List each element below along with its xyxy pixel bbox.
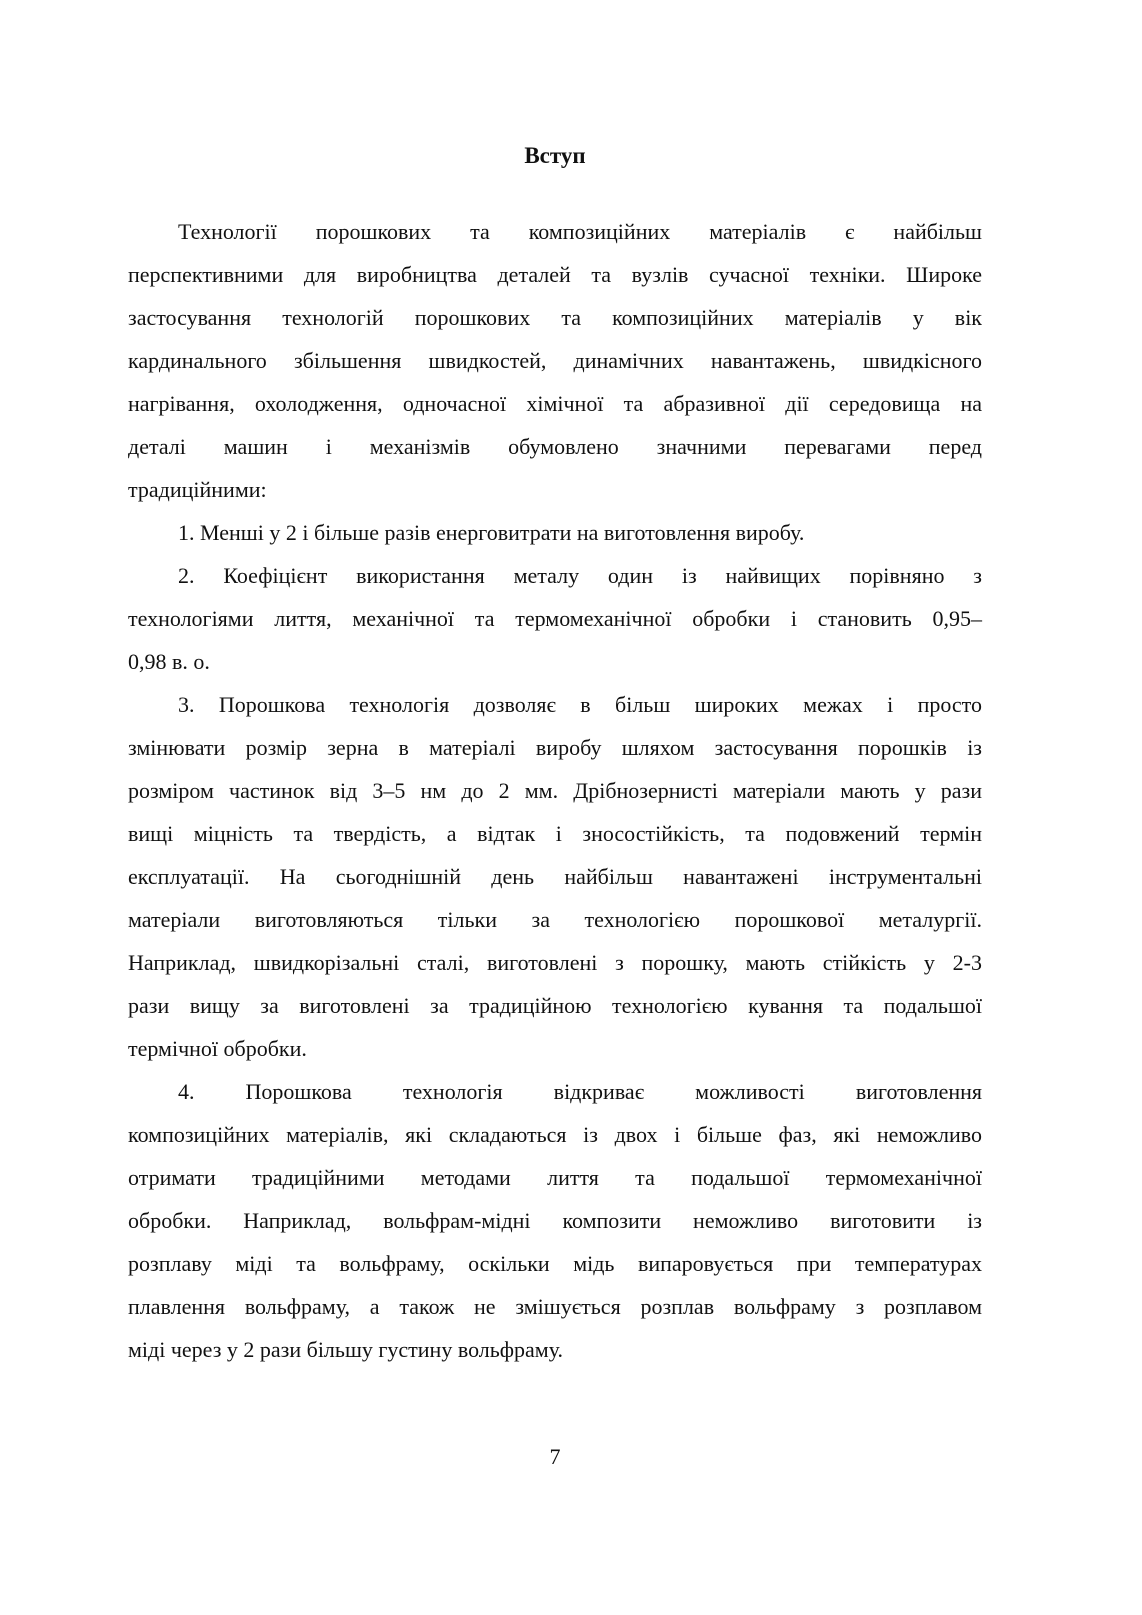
text-line: традиційними: <box>128 477 267 502</box>
text-line: отримати традиційними методами лиття та подальшої термомеханічної <box>128 1165 982 1190</box>
text-line: 4. Порошкова технологія відкриває можливості виготовлення <box>178 1079 982 1104</box>
text-line: перспективними для виробництва деталей та вузлів сучасної техніки. Широке <box>128 262 982 287</box>
document-body <box>128 214 982 1375</box>
text-line: розміром частинок від 3–5 нм до 2 мм. Дрібнозернисті матеріали мають у рази <box>128 778 982 803</box>
text-line: термічної обробки. <box>128 1036 307 1061</box>
text-line: 2. Коефіцієнт використання металу один із найвищих порівняно з <box>178 563 982 588</box>
text-line: експлуатації. На сьогоднішній день найбільш навантажені інструментальні <box>128 864 982 889</box>
text-line: Наприклад, швидкорізальні сталі, виготовлені з порошку, мають стійкість у 2-3 <box>128 950 982 975</box>
text-line: міді через у 2 рази більшу густину вольфраму. <box>128 1337 564 1362</box>
text-line: матеріали виготовляються тільки за технологією порошкової металургії. <box>128 907 982 932</box>
page-title: Вступ <box>524 143 586 168</box>
text-line: деталі машин і механізмів обумовлено значними перевагами перед <box>128 434 982 459</box>
text-line: 1. Менші у 2 і більше разів енерговитрати на виготовлення виробу. <box>178 520 805 545</box>
text-line: застосування технологій порошкових та композиційних матеріалів у вік <box>128 305 982 330</box>
page-number: 7 <box>549 1444 561 1469</box>
text-line: розплаву міді та вольфраму, оскільки мідь випаровується при температурах <box>128 1251 982 1276</box>
text-line: рази вищу за виготовлені за традиційною технологією кування та подальшої <box>128 993 982 1018</box>
text-line: плавлення вольфраму, а також не змішується розплав вольфраму з розплавом <box>128 1294 982 1319</box>
paragraph <box>128 214 982 515</box>
paragraph <box>128 558 982 687</box>
text-line: Технології порошкових та композиційних матеріалів є найбільш <box>178 219 982 244</box>
text-line: композиційних матеріалів, які складаються із двох і більше фаз, які неможливо <box>128 1122 982 1147</box>
text-line: 3. Порошкова технологія дозволяє в більш широких межах і просто <box>178 692 982 717</box>
text-line: 0,98 в. о. <box>128 649 210 674</box>
text-line: нагрівання, охолодження, одночасної хімічної та абразивної дії середовища на <box>128 391 982 416</box>
text-line: кардинального збільшення швидкостей, динамічних навантажень, швидкісного <box>128 348 982 373</box>
text-line: технологіями лиття, механічної та термомеханічної обробки і становить 0,95– <box>128 606 982 631</box>
paragraph <box>128 687 982 1074</box>
text-line: обробки. Наприклад, вольфрам-мідні композити неможливо виготовити із <box>128 1208 982 1233</box>
paragraph <box>128 515 982 558</box>
paragraph <box>128 1074 982 1375</box>
text-line: вищі міцність та твердість, а відтак і зносостійкість, та подовжений термін <box>128 821 982 846</box>
text-line: змінювати розмір зерна в матеріалі виробу шляхом застосування порошків із <box>128 735 982 760</box>
